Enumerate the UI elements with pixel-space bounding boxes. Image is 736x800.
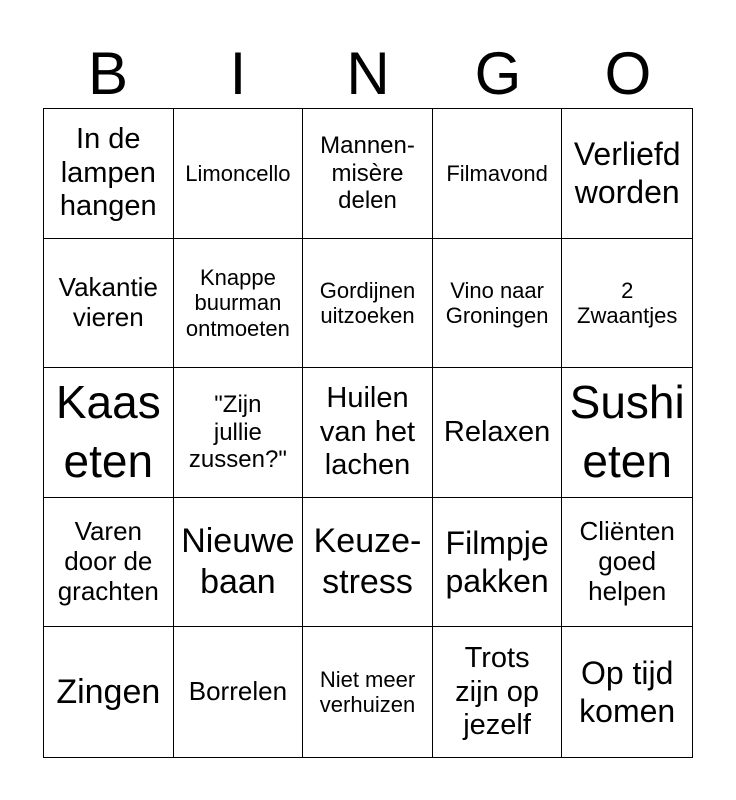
- bingo-cell[interactable]: [433, 368, 563, 498]
- cell-label: "Zijn jullie zussen?": [188, 391, 287, 474]
- cell-label: Knappe buurman ontmoeten: [185, 264, 290, 341]
- bingo-cell[interactable]: [44, 368, 174, 498]
- cell-label: Kaas eten: [55, 375, 161, 488]
- cell-label: Vino naar Groningen: [445, 277, 549, 328]
- bingo-cell[interactable]: [303, 239, 433, 369]
- bingo-cell[interactable]: [303, 109, 433, 239]
- bingo-cell[interactable]: [44, 109, 174, 239]
- bingo-cell[interactable]: [174, 239, 304, 369]
- cell-label: Huilen van het lachen: [319, 382, 416, 482]
- cell-label: Verliefd worden: [573, 135, 681, 211]
- bingo-cell[interactable]: [562, 498, 692, 628]
- bingo-cell[interactable]: [562, 627, 692, 757]
- bingo-cell[interactable]: [174, 368, 304, 498]
- cell-label: In de lampen hangen: [59, 123, 157, 222]
- cell-label: Zingen: [56, 672, 161, 711]
- cell-label: Vakantie vieren: [58, 272, 158, 332]
- cell-label: Filmpje pakken: [445, 524, 549, 600]
- cell-label: Mannen- misère delen: [320, 131, 415, 215]
- bingo-cell[interactable]: [44, 627, 174, 757]
- cell-label: Sushi eten: [569, 375, 685, 488]
- cell-label: Keuze- stress: [313, 522, 422, 602]
- bingo-header: [43, 40, 693, 108]
- bingo-cell[interactable]: [562, 109, 692, 239]
- bingo-cell[interactable]: [303, 368, 433, 498]
- bingo-board: [43, 108, 693, 758]
- bingo-cell[interactable]: [562, 368, 692, 498]
- bingo-cell[interactable]: [433, 239, 563, 369]
- header-letter-g: G: [474, 40, 522, 107]
- cell-label: Varen door de grachten: [57, 516, 159, 607]
- bingo-cell[interactable]: [433, 498, 563, 628]
- cell-label: Relaxen: [443, 415, 551, 448]
- cell-label: Borrelen: [188, 676, 288, 707]
- cell-label: Op tijd komen: [579, 654, 676, 730]
- cell-label: Cliënten goed helpen: [579, 516, 675, 607]
- bingo-cell[interactable]: [303, 498, 433, 628]
- bingo-cell[interactable]: [433, 627, 563, 757]
- bingo-cell[interactable]: [174, 498, 304, 628]
- cell-label: 2 Zwaantjes: [577, 277, 678, 328]
- cell-label: Gordijnen uitzoeken: [319, 277, 416, 328]
- bingo-cell[interactable]: [433, 109, 563, 239]
- bingo-cell[interactable]: [174, 627, 304, 757]
- cell-label: Limoncello: [185, 160, 291, 186]
- header-letter-b: B: [87, 40, 129, 107]
- bingo-cell[interactable]: [303, 627, 433, 757]
- bingo-cell[interactable]: [44, 498, 174, 628]
- bingo-cell[interactable]: [562, 239, 692, 369]
- cell-label: Filmavond: [446, 160, 548, 186]
- header-letter-n: N: [346, 40, 390, 107]
- header-letter-o: O: [604, 40, 652, 107]
- cell-label: Trots zijn op jezelf: [455, 642, 539, 741]
- header-letter-i: I: [229, 40, 247, 107]
- cell-label: Nieuwe baan: [181, 522, 295, 602]
- bingo-cell[interactable]: [174, 109, 304, 239]
- cell-label: Niet meer verhuizen: [319, 666, 416, 718]
- bingo-cell[interactable]: [44, 239, 174, 369]
